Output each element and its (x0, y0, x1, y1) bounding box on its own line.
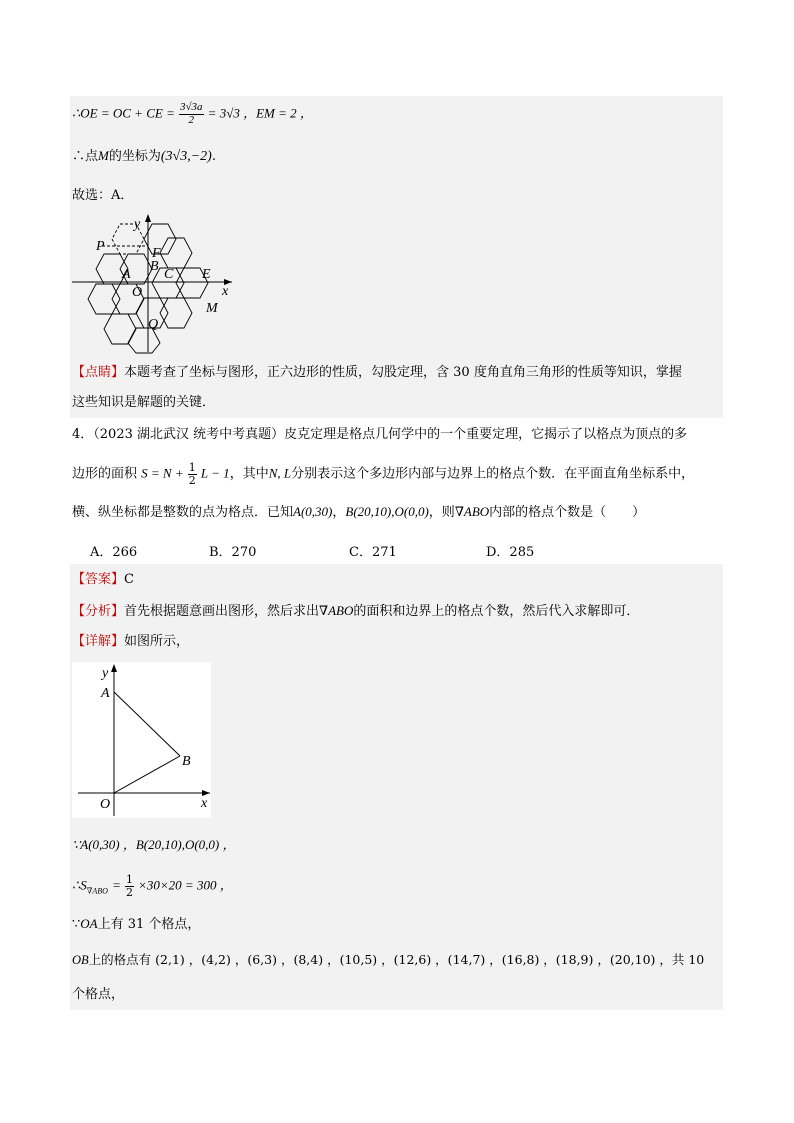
comment-tag: 【点睛】 (72, 365, 125, 380)
coord-text: 的坐标为 (108, 149, 161, 164)
label-c: C (164, 267, 174, 282)
analysis-text-1: 首先根据题意画出图形，然后求出 (124, 604, 320, 619)
comment-line-2: 这些知识是解题的关键． (72, 395, 216, 410)
label-a: A (122, 267, 131, 282)
option-d: D．285 (486, 545, 535, 560)
tri-label-y: y (102, 666, 109, 681)
answer-line (72, 573, 134, 586)
analysis-tag: 【分析】 (72, 604, 125, 619)
ob-line (72, 954, 704, 967)
q4-then: ，则 (428, 505, 455, 520)
pick-frac-num: 1 (188, 461, 196, 474)
q4-area-text: 边形的面积 (72, 466, 138, 482)
oa-var: OA (80, 916, 98, 931)
oe-fraction-denominator: 2 (188, 113, 194, 126)
area-eq: = (112, 877, 121, 893)
q4-points-bo: B(20,10),O(0,0) (345, 504, 429, 519)
label-m: M (206, 301, 218, 316)
label-p: P (96, 239, 105, 254)
label-q: Q (148, 317, 159, 332)
ob-line-2: 个格点， (72, 987, 125, 1002)
period: . (211, 149, 216, 164)
option-a: A．266 (90, 545, 138, 560)
solution-line-oe (72, 102, 313, 126)
label-x: x (222, 284, 229, 299)
comment-line-1 (72, 366, 682, 379)
oa-because: ∵ (72, 917, 81, 932)
oa-text: 上有 31 个格点， (97, 917, 201, 932)
q4-text-2: 分别表示这个多边形内部与边界上的格点个数．在平面直角坐标系中， (291, 466, 695, 482)
analysis-triangle: ∇ABO (319, 603, 354, 618)
oe-expression: ∴OE = OC + CE = (72, 105, 175, 121)
answer-tag: 【答案】 (72, 572, 125, 587)
triangle-diagram (72, 662, 211, 818)
q4-ask: 内部的格点个数是（ ） (489, 505, 646, 520)
q4-lattice-text: 横、纵坐标都是整数的点为格点．已知 (72, 505, 294, 520)
tri-label-a: A (101, 686, 110, 701)
oa-line (72, 917, 200, 931)
q4-where: ，其中 (229, 466, 269, 482)
answer-value: C (124, 572, 134, 587)
area-s: ∴S (72, 877, 87, 893)
area-result: ×30×20 = 300 ， (138, 877, 233, 893)
point-m: M (98, 148, 109, 163)
analysis-text-2: 的面积和边界上的格点个数，然后代入求解即可． (353, 604, 640, 619)
oe-fraction (179, 102, 204, 126)
label-y: y (134, 217, 141, 232)
q4-triangle: ∇ABO (454, 504, 490, 519)
q4-line-2 (72, 462, 694, 486)
label-e: E (202, 267, 211, 282)
pick-fraction (188, 462, 197, 486)
pick-frac-den: 2 (188, 473, 196, 487)
q4-sep: ， (332, 505, 346, 520)
given-line: ∵A(0,30) ，B(20,10),O(0,0) ， (72, 837, 236, 852)
m-coordinate: (3√3,−2) (160, 149, 212, 164)
solution-line-m (72, 149, 216, 164)
q4-line-3 (72, 505, 645, 519)
oe-result: = 3√3 ，EM = 2 ， (207, 105, 313, 121)
oe-fraction-numerator: 3√3a (179, 101, 203, 113)
pick-formula-b: L − 1 (200, 465, 230, 481)
tri-label-x: x (201, 796, 208, 811)
option-b: B．270 (209, 545, 257, 560)
q4-point-a: A(0,30) (293, 504, 333, 519)
label-b: B (150, 259, 159, 274)
comment-text-1: 本题考查了坐标与图形，正六边形的性质，勾股定理，含 30 度角直角三角形的性质等知识，掌握 (124, 365, 682, 380)
detail-text: 如图所示， (124, 634, 190, 649)
area-fraction (125, 874, 134, 898)
area-frac-den: 2 (125, 885, 133, 899)
ob-var: OB (72, 953, 89, 967)
label-f: F (152, 246, 161, 261)
q4-vars: N, L (268, 465, 292, 481)
q4-line-1: 4．（2023 湖北武汉 统考中考真题）皮克定理是格点几何学中的一个重要定理，它揭示了以格点为顶点的多 (72, 427, 688, 442)
hexagon-diagram (72, 212, 242, 354)
area-line (72, 874, 233, 898)
tri-label-o: O (100, 797, 111, 812)
detail-tag: 【详解】 (72, 634, 125, 649)
area-frac-num: 1 (125, 873, 133, 886)
area-subscript: ∇ABO (86, 886, 108, 896)
analysis-line (72, 604, 639, 618)
therefore-point: ∴点 (72, 149, 99, 164)
option-c: C．271 (349, 545, 397, 560)
detail-line (72, 635, 189, 648)
tri-label-b: B (182, 754, 191, 769)
pick-formula-a: S = N + (141, 465, 184, 481)
ob-text: 上的格点有 (2,1) ，(4,2) ，(6,3) ，(8,4) ，(10,5) ，(12,6) ，(14,7) ，(16,8) ，(18,9) ，(20,10) ，共 10 (88, 952, 705, 967)
choose-line: 故选：A． (72, 188, 134, 203)
label-o: O (132, 285, 143, 300)
